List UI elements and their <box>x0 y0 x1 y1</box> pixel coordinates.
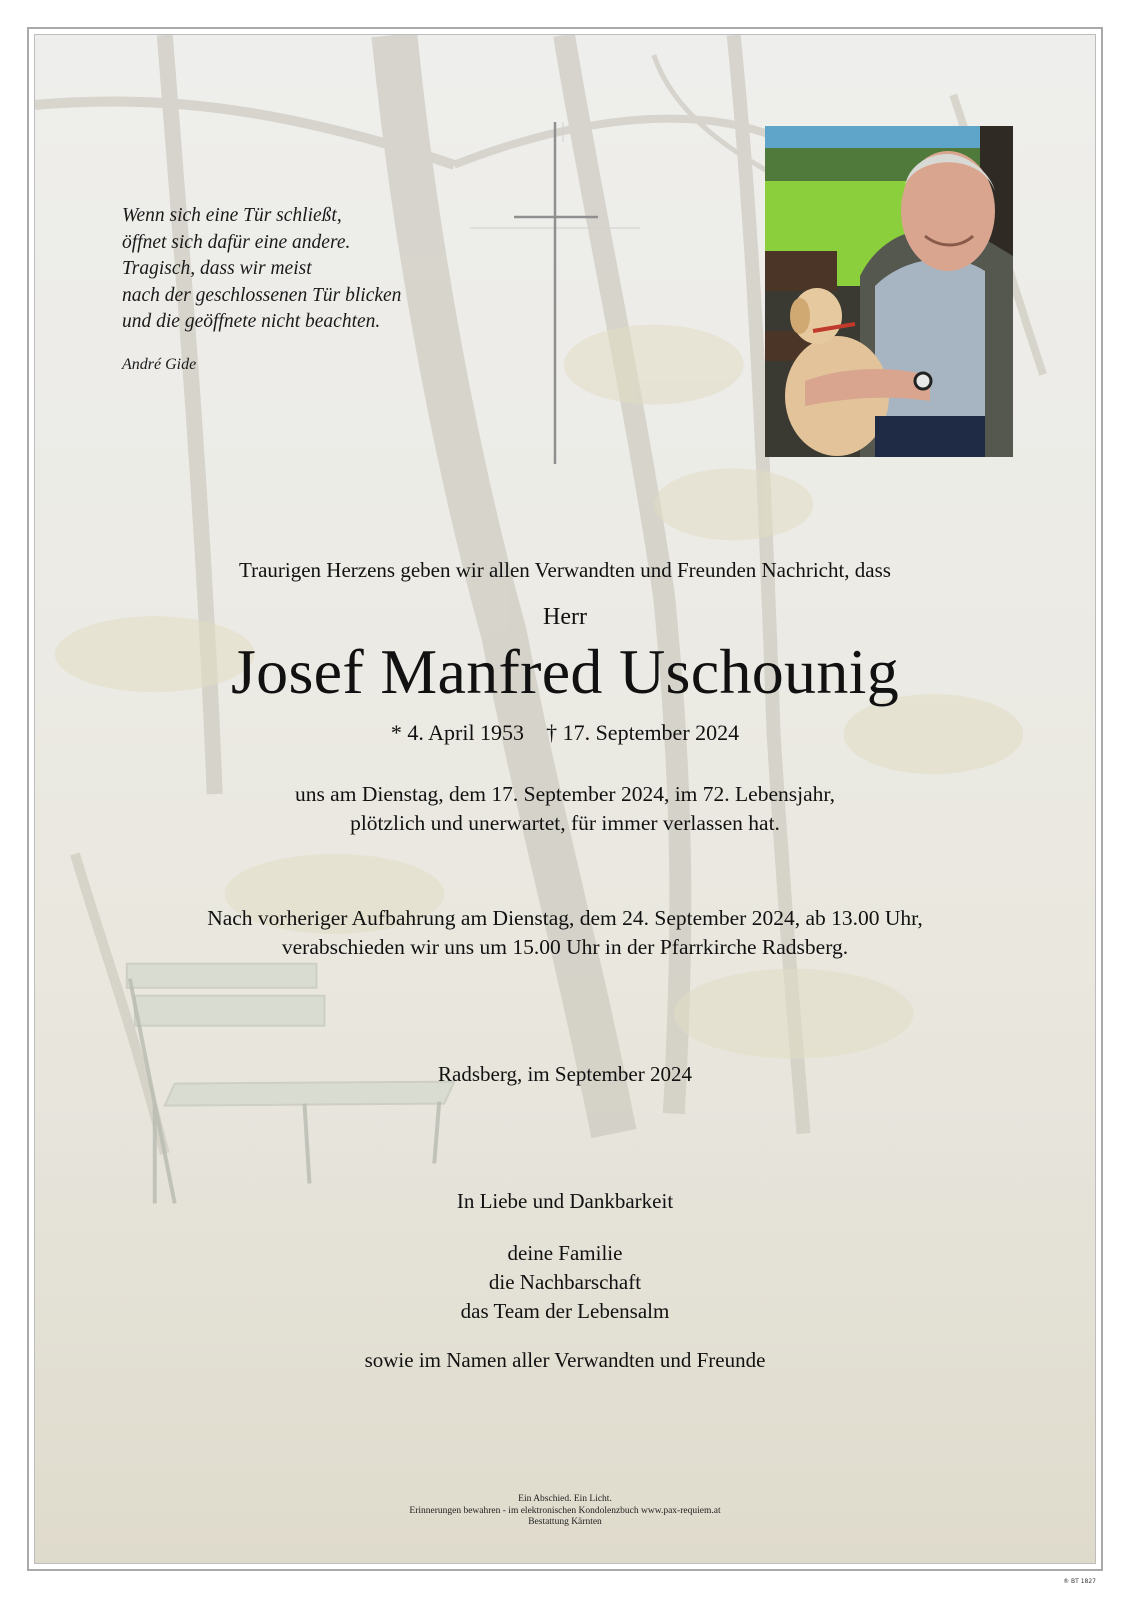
quote-line: Wenn sich eine Tür schließt, <box>122 205 342 226</box>
quote-line: und die geöffnete nicht beachten. <box>122 311 381 332</box>
quote-line: Tragisch, dass wir meist <box>122 258 312 279</box>
notice-line: plötzlich und unerwartet, für immer verlassen hat. <box>350 811 780 835</box>
deceased-name: Josef Manfred Uschounig <box>230 636 900 707</box>
notice-line: uns am Dienstag, dem 17. September 2024, im 72. Lebensjahr, <box>294 782 836 806</box>
mourner-line: deine Familie <box>507 1241 623 1265</box>
date-separator <box>524 720 546 745</box>
funeral-line: verabschieden wir uns um 15.00 Uhr in der Pfarrkirche Radsberg. <box>281 935 849 959</box>
quote-line: nach der geschlossenen Tür blicken <box>122 284 402 306</box>
mourner-line: die Nachbarschaft <box>488 1270 642 1294</box>
closing-text: In Liebe und Dankbarkeit <box>456 1189 674 1213</box>
notice-text <box>34 780 1096 838</box>
also-on-behalf: sowie im Namen aller Verwandten und Freunde <box>364 1348 766 1372</box>
footer <box>34 1494 1096 1529</box>
footer-line: Erinnerungen bewahren - im elektronischen Kondolenzbuch www.pax-requiem.at <box>409 1505 721 1516</box>
cross-icon <box>470 122 650 474</box>
footer-line: Bestattung Kärnten <box>528 1517 602 1527</box>
quote-author: André Gide <box>122 356 197 373</box>
life-dates <box>34 720 1096 746</box>
death-date: † 17. September 2024 <box>546 720 740 745</box>
quote-line: öffnet sich dafür eine andere. <box>122 231 351 253</box>
mourners-list <box>34 1239 1096 1326</box>
intro-text: Traurigen Herzens geben wir allen Verwandten und Freunden Nachricht, dass <box>239 558 891 582</box>
place-date: Radsberg, im September 2024 <box>438 1062 692 1086</box>
salutation: Herr <box>543 604 587 630</box>
funeral-text <box>34 904 1096 962</box>
footer-line: Ein Abschied. Ein Licht. <box>518 1494 612 1504</box>
portrait-photo <box>765 126 1013 457</box>
birth-date: * 4. April 1953 <box>390 720 525 745</box>
corner-mark: ® BT 1827 <box>1063 1578 1096 1585</box>
quote <box>122 203 401 336</box>
mourner-line: das Team der Lebensalm <box>460 1299 670 1323</box>
funeral-line: Nach vorheriger Aufbahrung am Dienstag, dem 24. September 2024, ab 13.00 Uhr, <box>207 906 923 930</box>
